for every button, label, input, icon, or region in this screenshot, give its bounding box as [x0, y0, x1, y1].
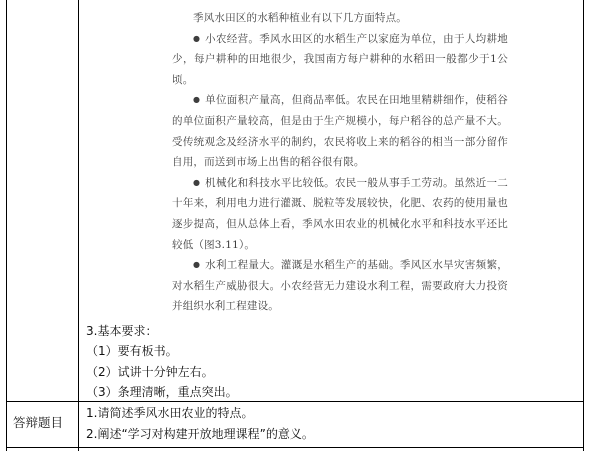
- defense-question: 2.阐述“学习对构建开放地理课程”的意义。: [86, 427, 314, 441]
- defense-label: 答辩题目: [13, 415, 64, 430]
- bullet-icon: ●: [193, 177, 201, 187]
- requirement-item: （1）要有板书。: [86, 344, 178, 358]
- excerpt-paragraph: ● 水利工程量大。灌溉是水稻生产的基础。季风区水旱灾害频繁，对水稻生产威胁很大。小农经营无力建设水利工程，需要政府大力投资并组织水利工程建设。: [172, 255, 508, 317]
- requirement-item: （3）条理清晰，重点突出。: [86, 385, 238, 399]
- excerpt-paragraph: ● 单位面积产量高，但商品率低。农民在田地里精耕细作，使稻谷的单位面积产量较高，但是由于生产规模小，每户稻谷的总产量不大。受传统观念及经济水平的制约，农民将收上来的稻谷的相当一部分留作自用，而送到市场上出售的稻谷很有限。: [172, 90, 508, 172]
- table-left-border: [6, 0, 7, 451]
- requirements-heading: 3.基本要求：: [86, 324, 158, 338]
- textbook-excerpt: [172, 8, 508, 317]
- table-right-border: [583, 0, 584, 451]
- bullet-icon: ●: [193, 260, 201, 270]
- table-bottom-border: [6, 447, 584, 448]
- excerpt-paragraph: ● 小农经营。季风水田区的水稻生产以家庭为单位，由于人均耕地少，每户耕种的田地很少，我国南方每户耕种的水稻田一般都少于1公顷。: [172, 29, 508, 91]
- bullet-icon: ●: [193, 33, 201, 43]
- table-column-divider: [78, 0, 79, 451]
- excerpt-intro: 季风水田区的水稻种植业有以下几方面特点。: [193, 12, 407, 24]
- table-row-divider: [6, 401, 584, 402]
- excerpt-paragraph: ● 机械化和科技水平比较低。农民一般从事手工劳动。虽然近一二十年来，利用电力进行灌溉、脱粒等发展较快，化肥、农药的使用量也逐步提高，但从总体上看，季风水田农业的机械化水平和科技水平还比较低（图3.11）。: [172, 173, 508, 255]
- defense-question: 1.请简述季风水田农业的特点。: [86, 406, 254, 420]
- requirement-item: （2）试讲十分钟左右。: [86, 365, 214, 379]
- bullet-icon: ●: [193, 95, 201, 105]
